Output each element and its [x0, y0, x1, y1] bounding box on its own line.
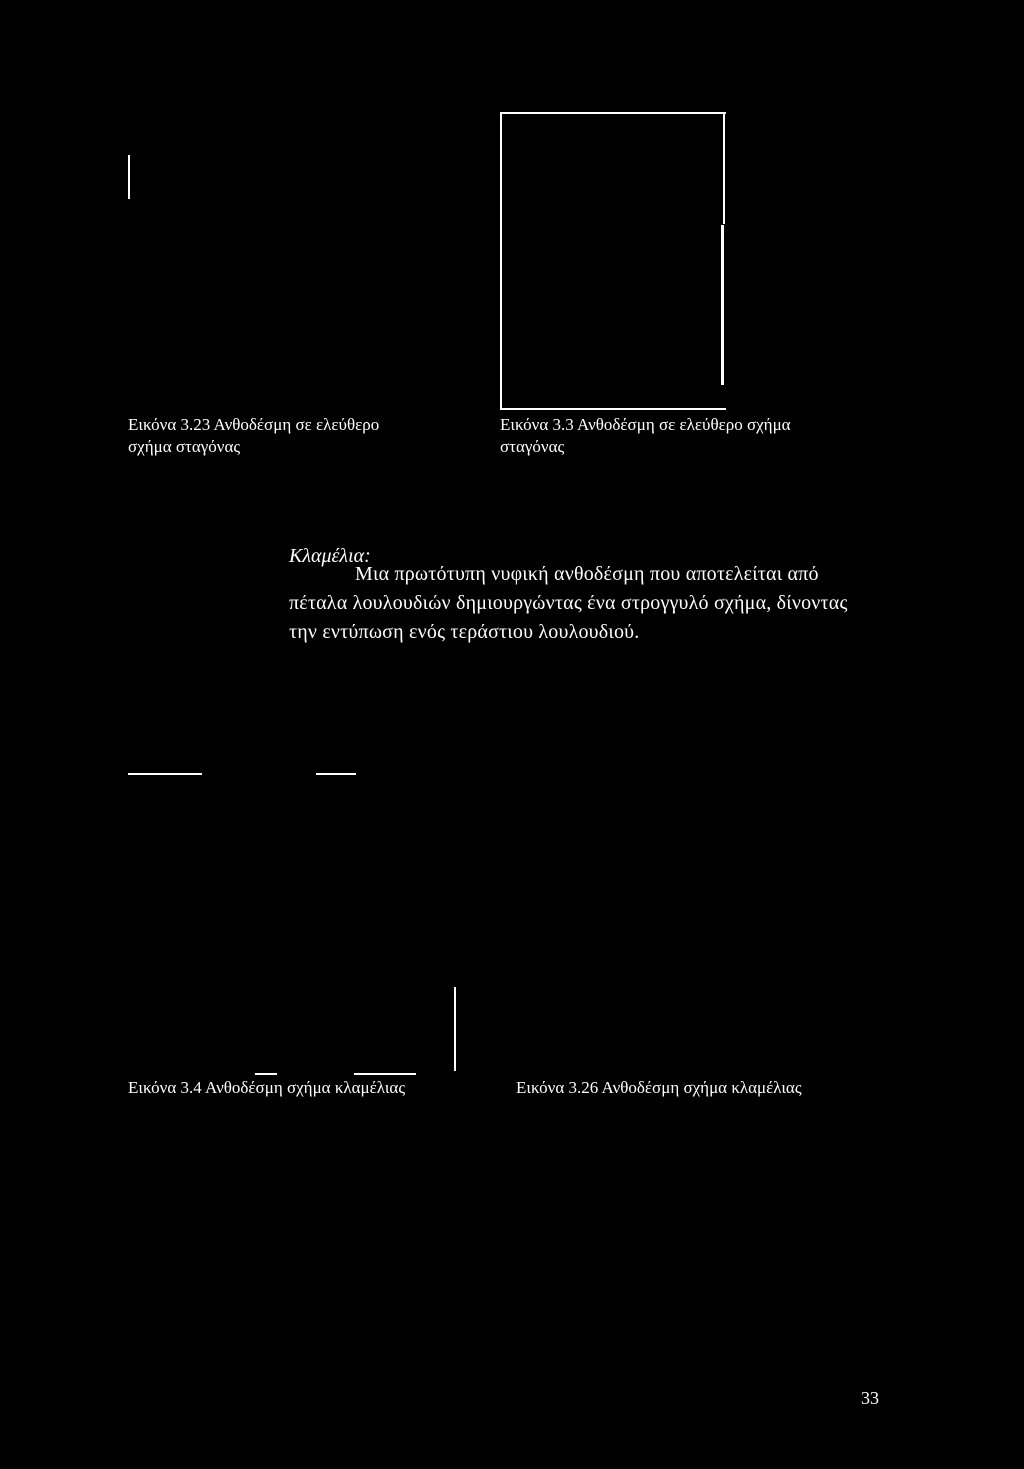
- figure-3-4-top-edge-right: [316, 773, 356, 775]
- figure-3-3-right-edge-upper: [723, 112, 725, 224]
- figure-3-23-caption: [128, 414, 428, 458]
- figure-3-23-caption-line1: Εικόνα 3.23 Ανθοδέσμη σε ελεύθερο: [128, 415, 380, 434]
- figure-3-23-caption-line2: σχήμα σταγόνας: [128, 437, 241, 456]
- figure-3-3-caption-line2: σταγόνας: [500, 437, 565, 456]
- figure-3-3-right-edge: [721, 225, 724, 385]
- section-heading: Κλαμέλια:: [289, 545, 371, 567]
- figure-3-3-caption: [500, 414, 860, 458]
- figure-3-4-bottom-edge-b: [354, 1073, 416, 1075]
- paragraph-line-3: την εντύπωση ενός τεράστιου λουλουδιού.: [289, 621, 640, 643]
- figure-3-4-bottom-edge-a: [255, 1073, 277, 1075]
- figure-3-23-edge: [128, 155, 130, 199]
- figure-3-3-caption-line1: Εικόνα 3.3 Ανθοδέσμη σε ελεύθερο σχήμα: [500, 415, 791, 434]
- figure-3-4-caption: Εικόνα 3.4 Ανθοδέσμη σχήμα κλαμέλιας: [128, 1078, 406, 1097]
- paragraph-line-2: πέταλα λουλουδιών δημιουργώντας ένα στρογγυλό σχήμα, δίνοντας: [289, 592, 848, 614]
- paragraph-line-1: Μια πρωτότυπη νυφική ανθοδέσμη που αποτελείται από: [355, 563, 819, 585]
- page-number: 33: [861, 1388, 879, 1408]
- figure-3-3-frame: [500, 112, 726, 410]
- figure-3-4-right-edge: [454, 987, 456, 1071]
- figure-3-26-caption: Εικόνα 3.26 Ανθοδέσμη σχήμα κλαμέλιας: [516, 1078, 802, 1097]
- section-paragraph: [289, 560, 909, 647]
- figure-3-4-top-edge-left: [128, 773, 202, 775]
